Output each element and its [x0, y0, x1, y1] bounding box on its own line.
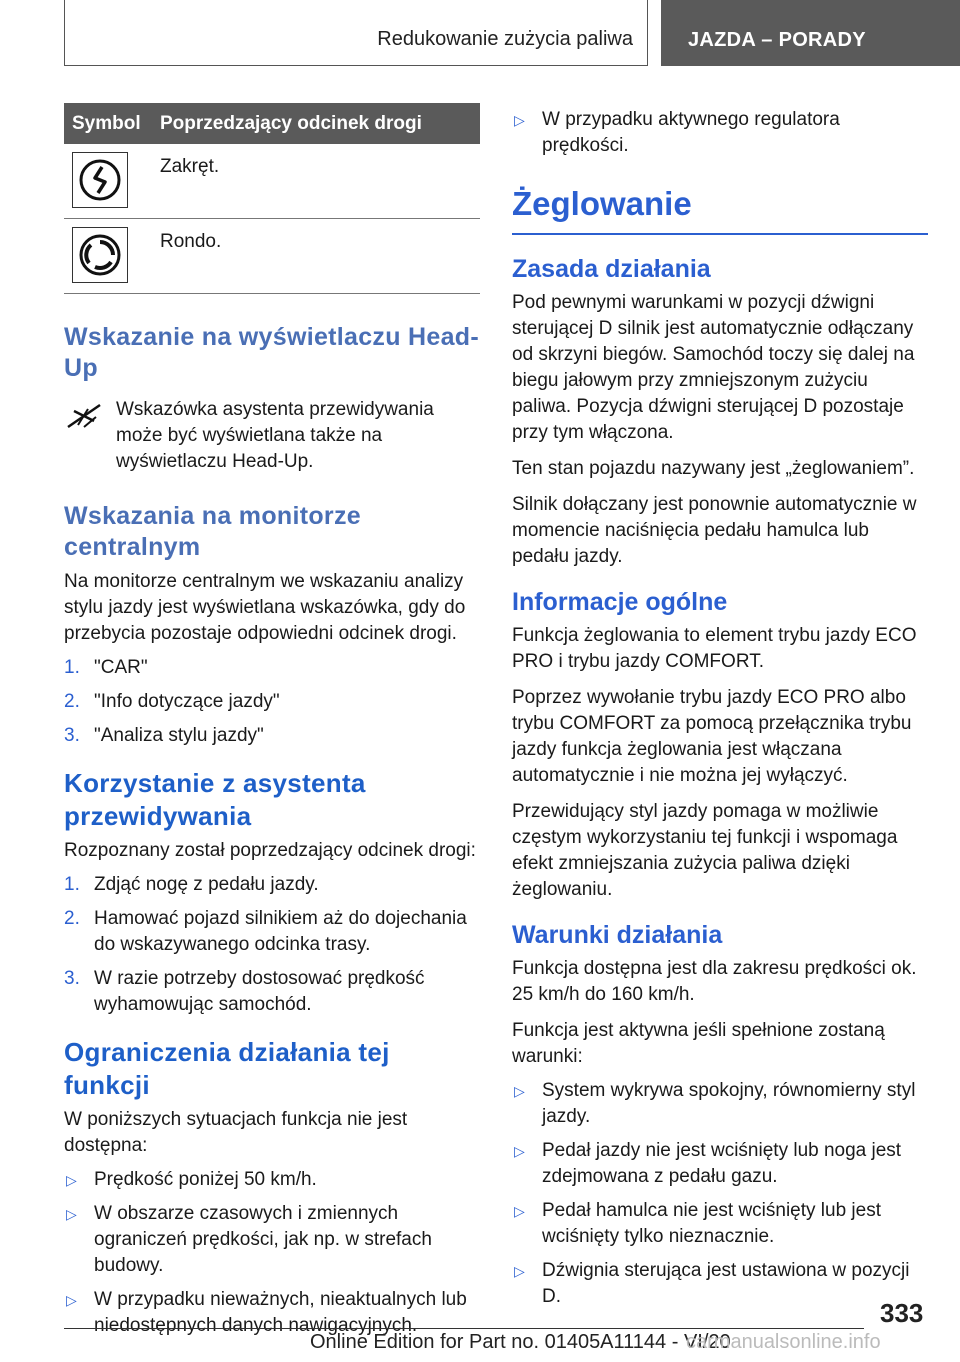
- list-number: 1.: [64, 657, 80, 678]
- table-cell-label: Zakręt.: [152, 144, 480, 219]
- heading-use-assistant: Korzystanie z asystenta przewidywania: [64, 768, 366, 831]
- bullet-triangle-icon: ▷: [66, 1206, 77, 1222]
- list-item: [64, 655, 480, 681]
- footer-divider: [64, 1328, 864, 1329]
- bullet-triangle-icon: ▷: [514, 1203, 525, 1219]
- list-item: [64, 723, 480, 749]
- list-text: W przypadku nieważnych, nieaktualnych lub niedostępnych danych nawigacyjnych.: [94, 1289, 467, 1336]
- table-cell-label: Rondo.: [152, 219, 480, 294]
- list-text: "Info dotyczące jazdy": [94, 691, 280, 712]
- list-item: [64, 966, 480, 1018]
- table-header-row: [64, 103, 480, 144]
- principle-text-3: Silnik dołączany jest ponownie automatycznie w momencie naciśnięcia pedału hamulca lub pedału jazdy.: [512, 494, 917, 567]
- list-item: [64, 1167, 480, 1193]
- header-title-box: [64, 0, 648, 66]
- general-text-3: Przewidujący styl jazdy pomaga w możliwie częstym wykorzystaniu tej funkcji i wspomaga efekt zmniejszania zużycia paliwa dzięki żeglowaniu.: [512, 801, 898, 900]
- central-text: Na monitorze centralnym we wskazaniu analizy stylu jazdy jest wyświetlana wskazówka, gdy do przebycia pozostaje odpowiedni odcinek drogi.: [64, 571, 466, 644]
- general-text-2: Poprzez wywołanie trybu jazdy ECO PRO albo trybu COMFORT za pomocą przełącznika trybu jazdy funkcja żeglowania jest włączana automatycznie i nie można jej wyłączyć.: [512, 687, 912, 786]
- table-cell-symbol: [64, 144, 152, 219]
- list-item: [64, 872, 480, 898]
- table-row: [64, 144, 480, 219]
- conditions-text-2: Funkcja jest aktywna jeśli spełnione zostaną warunki:: [512, 1020, 885, 1067]
- list-text: Dźwignia sterująca jest ustawiona w pozycji D.: [542, 1260, 910, 1307]
- table-cell-symbol: [64, 219, 152, 294]
- page-header: [64, 0, 960, 66]
- list-item: [64, 1201, 480, 1279]
- header-section-box: [661, 0, 960, 66]
- list-text: System wykrywa spokojny, równomierny styl jazdy.: [542, 1080, 916, 1127]
- list-number: 3.: [64, 968, 80, 989]
- list-text: Prędkość poniżej 50 km/h.: [94, 1169, 317, 1190]
- bullet-triangle-icon: ▷: [66, 1292, 77, 1308]
- list-text: "Analiza stylu jazdy": [94, 725, 264, 746]
- cruise-control-list: [512, 107, 928, 159]
- list-item: [64, 689, 480, 715]
- list-item: [64, 906, 480, 958]
- heading-conditions: Warunki działania: [512, 921, 723, 949]
- heading-headup: Wskazanie na wyświetlaczu Head-Up: [64, 323, 480, 383]
- symbol-table: [64, 103, 480, 294]
- list-text: "CAR": [94, 657, 148, 678]
- list-text: Pedał hamulca nie jest wciśnięty lub jest wciśnięty tylko nieznacznie.: [542, 1200, 882, 1247]
- list-number: 2.: [64, 908, 80, 929]
- bullet-triangle-icon: ▷: [66, 1172, 77, 1188]
- list-item: [512, 1078, 928, 1130]
- use-text: Rozpoznany został poprzedzający odcinek drogi:: [64, 840, 476, 861]
- heading-general-info: Informacje ogólne: [512, 588, 728, 616]
- footer-edition: Online Edition for Part no. 01405A11144 - VI/20: [310, 1331, 731, 1353]
- list-text: W przypadku aktywnego regulatora prędkości.: [542, 109, 840, 156]
- list-item: [512, 1258, 928, 1310]
- roundabout-icon: [72, 227, 128, 283]
- bullet-triangle-icon: ▷: [514, 1263, 525, 1279]
- bullet-triangle-icon: ▷: [514, 1083, 525, 1099]
- curve-icon: [72, 152, 128, 208]
- headup-hint: [64, 397, 480, 475]
- list-text: Zdjąć nogę z pedału jazdy.: [94, 874, 319, 895]
- bullet-triangle-icon: ▷: [514, 1143, 525, 1159]
- list-text: W obszarze czasowych i zmiennych ograniczeń prędkości, jak np. w strefach budowy.: [94, 1203, 432, 1276]
- heading-limitations: Ograniczenia działania tej funkcji: [64, 1037, 390, 1100]
- list-item: [512, 107, 928, 159]
- principle-text-2: Ten stan pojazdu nazywany jest „żeglowaniem”.: [512, 458, 915, 479]
- central-list: [64, 655, 480, 749]
- header-title: Redukowanie zużycia paliwa: [377, 28, 633, 50]
- conditions-list: [512, 1078, 928, 1310]
- principle-text-1: Pod pewnymi warunkami w pozycji dźwigni sterującej D silnik jest automatycznie odłączany od skrzyni biegów. Samochód toczy się dalej na biegu jałowym przy zmniejszonym zużyciu paliwa. Pozycja dźwigni sterującej D pozostaje przy tym włączona.: [512, 292, 915, 443]
- list-text: W razie potrzeby dostosować prędkość wyhamowując samochód.: [94, 968, 425, 1015]
- left-column: [64, 103, 480, 1339]
- list-number: 2.: [64, 691, 80, 712]
- assistant-hint-icon: [64, 401, 104, 431]
- conditions-text-1: Funkcja dostępna jest dla zakresu prędkości ok. 25 km/h do 160 km/h.: [512, 958, 917, 1005]
- list-number: 3.: [64, 725, 80, 746]
- heading-principle: Zasada działania: [512, 255, 711, 283]
- heading-central-monitor: Wskazania na monitorze centralnym: [64, 501, 361, 561]
- page-number: 333: [880, 1298, 924, 1328]
- table-header-symbol: Symbol: [64, 103, 152, 144]
- list-item: [512, 1138, 928, 1190]
- bullet-triangle-icon: ▷: [514, 112, 525, 128]
- limits-text: W poniższych sytuacjach funkcja nie jest dostępna:: [64, 1109, 408, 1156]
- footer-watermark: carmanualsonline.info: [686, 1331, 881, 1353]
- use-list: [64, 872, 480, 1018]
- heading-sailing: Żeglowanie: [512, 185, 928, 235]
- right-column: [512, 103, 928, 1310]
- limits-list: [64, 1167, 480, 1339]
- list-text: Hamować pojazd silnikiem aż do dojechania do wskazywanego odcinka trasy.: [94, 908, 467, 955]
- headup-text: Wskazówka asystenta przewidywania może być wyświetlana także na wyświetlaczu Head-Up.: [116, 398, 434, 472]
- table-header-description: Poprzedzający odcinek drogi: [152, 103, 480, 144]
- general-text-1: Funkcja żeglowania to element trybu jazdy ECO PRO i trybu jazdy COMFORT.: [512, 625, 917, 672]
- list-text: Pedał jazdy nie jest wciśnięty lub noga jest zdejmowana z pedału gazu.: [542, 1140, 902, 1187]
- header-section: JAZDA – PORADY: [688, 29, 866, 51]
- list-item: [512, 1198, 928, 1250]
- list-number: 1.: [64, 874, 80, 895]
- table-row: [64, 219, 480, 294]
